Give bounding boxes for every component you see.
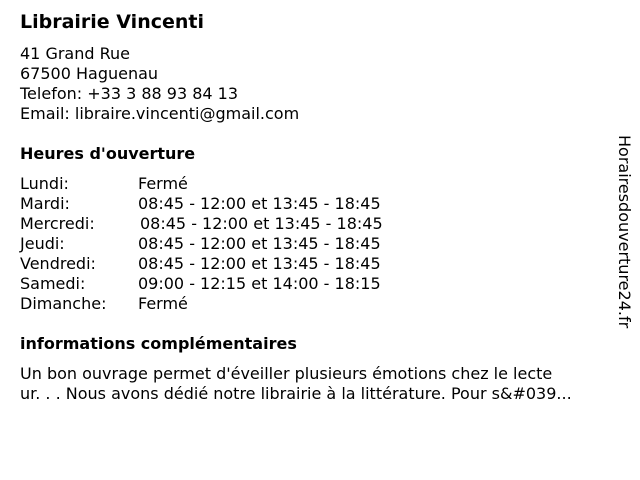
description-line: ur. . . Nous avons dédié notre librairie à la littérature. Pour s&#039... xyxy=(20,384,572,403)
hours-time: Fermé xyxy=(138,294,188,313)
street-address: 41 Grand Rue xyxy=(20,44,130,63)
hours-day: Lundi: xyxy=(20,174,69,193)
hours-time: 08:45 - 12:00 et 13:45 - 18:45 xyxy=(138,254,381,273)
hours-day: Vendredi: xyxy=(20,254,96,273)
site-watermark: Horairesdouverture24.fr xyxy=(615,135,634,329)
store-name: Librairie Vincenti xyxy=(20,11,204,33)
city-address: 67500 Haguenau xyxy=(20,64,159,83)
store-description xyxy=(20,364,620,404)
hours-day: Samedi: xyxy=(20,274,86,293)
hours-time: Fermé xyxy=(138,174,188,193)
hours-time: 08:45 - 12:00 et 13:45 - 18:45 xyxy=(138,194,381,213)
hours-time: 08:45 - 12:00 et 13:45 - 18:45 xyxy=(138,234,381,253)
phone-number: Telefon: +33 3 88 93 84 13 xyxy=(20,84,239,103)
opening-hours-heading: Heures d'ouverture xyxy=(20,144,196,163)
hours-time: 08:45 - 12:00 et 13:45 - 18:45 xyxy=(140,214,383,233)
email-address: Email: libraire.vincenti@gmail.com xyxy=(20,104,300,123)
hours-day: Mercredi: xyxy=(20,214,95,233)
hours-time: 09:00 - 12:15 et 14:00 - 18:15 xyxy=(138,274,381,293)
hours-day: Dimanche: xyxy=(20,294,107,313)
description-line: Un bon ouvrage permet d'éveiller plusieurs émotions chez le lecte xyxy=(20,364,553,383)
additional-info-heading: informations complémentaires xyxy=(20,334,297,353)
hours-day: Jeudi: xyxy=(20,234,65,253)
hours-day: Mardi: xyxy=(20,194,70,213)
address-block xyxy=(20,44,299,124)
